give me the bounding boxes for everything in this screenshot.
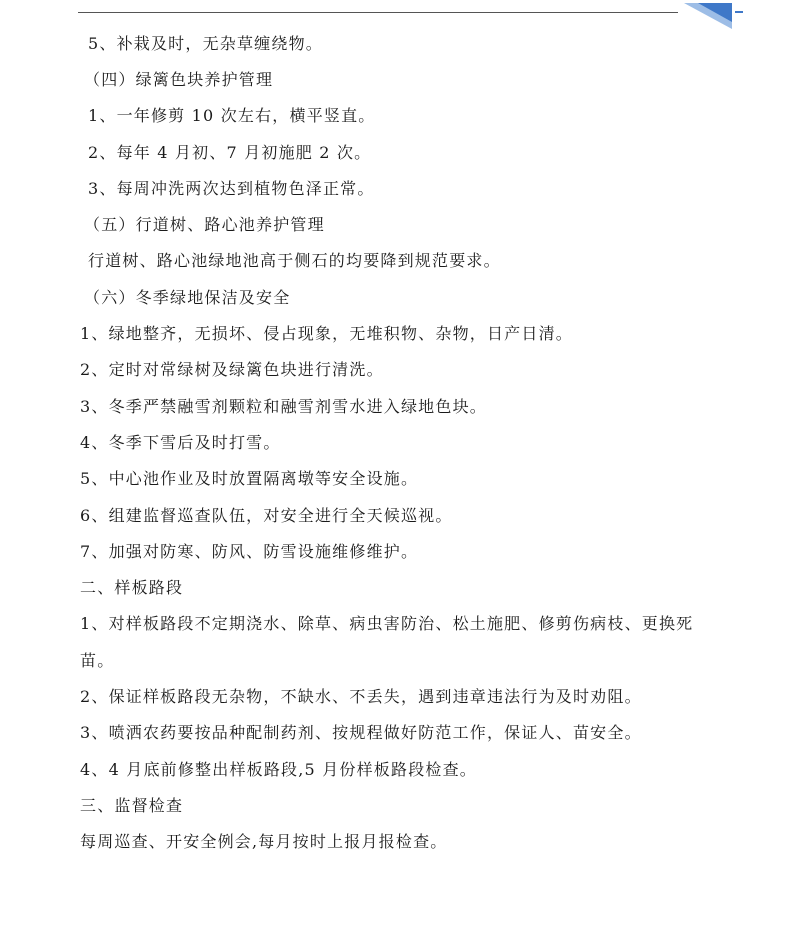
text-line: 1、对样板路段不定期浇水、除草、病虫害防治、松土施肥、修剪伤病枝、更换死	[80, 614, 694, 633]
section-heading: （四）绿篱色块养护管理	[84, 70, 274, 89]
text-line: 3、喷洒农药要按品种配制药剂、按规程做好防范工作，保证人、苗安全。	[80, 723, 642, 742]
text-line: 5、补栽及时，无杂草缠绕物。	[88, 34, 323, 53]
section-heading: 三、监督检查	[80, 796, 184, 815]
section-heading: （六）冬季绿地保洁及安全	[84, 288, 291, 307]
text-line: 2、保证样板路段无杂物，不缺水、不丢失，遇到违章违法行为及时劝阻。	[80, 687, 642, 706]
text-line: 3、每周冲洗两次达到植物色泽正常。	[88, 179, 375, 198]
section-heading: （五）行道树、路心池养护管理	[84, 215, 325, 234]
header-rule	[78, 12, 678, 13]
text-line: 2、每年 4 月初、7 月初施肥 2 次。	[88, 143, 372, 162]
text-line: 3、冬季严禁融雪剂颗粒和融雪剂雪水进入绿地色块。	[80, 397, 487, 416]
text-line: 1、绿地整齐，无损坏、侵占现象，无堆积物、杂物，日产日清。	[80, 324, 573, 343]
text-line: 7、加强对防寒、防风、防雪设施维修维护。	[80, 542, 419, 561]
section-heading: 二、样板路段	[80, 578, 184, 597]
text-line: 1、一年修剪 10 次左右，横平竖直。	[88, 106, 376, 125]
text-line: 行道树、路心池绿地池高于侧石的均要降到规范要求。	[88, 251, 501, 270]
text-line: 2、定时对常绿树及绿篱色块进行清洗。	[80, 360, 384, 379]
text-line: 4、冬季下雪后及时打雪。	[80, 433, 281, 452]
text-line: 苗。	[80, 651, 115, 670]
text-line: 6、组建监督巡查队伍，对安全进行全天候巡视。	[80, 506, 453, 525]
corner-decoration	[676, 0, 746, 32]
text-line: 每周巡查、开安全例会,每月按时上报月报检查。	[80, 832, 448, 851]
text-line: 4、4 月底前修整出样板路段,5 月份样板路段检查。	[80, 760, 477, 779]
text-line: 5、中心池作业及时放置隔离墩等安全设施。	[80, 469, 419, 488]
